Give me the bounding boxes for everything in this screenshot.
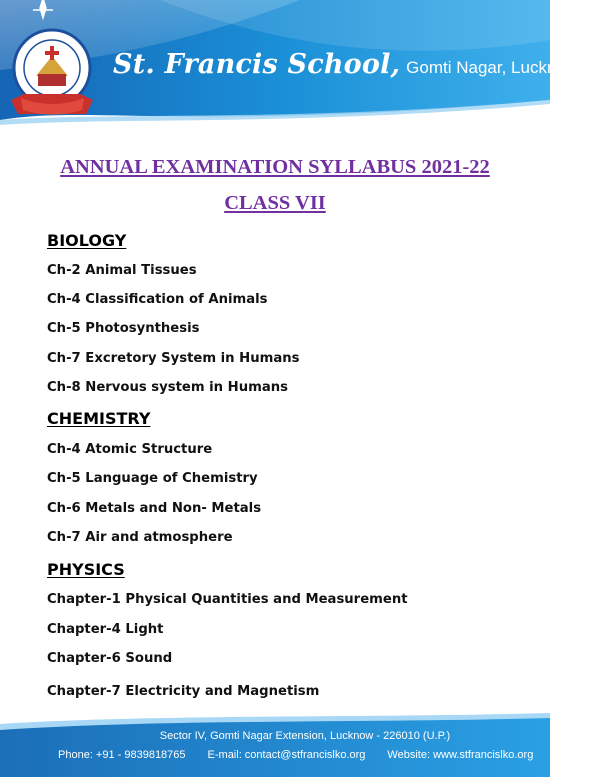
list-item: Ch-5 Photosynthesis — [47, 321, 200, 336]
footer-background — [0, 716, 550, 777]
footer-phone: Phone: +91 - 9839818765 — [58, 749, 186, 761]
school-location: Gomti Nagar, Lucknow — [406, 58, 579, 77]
section-heading-biology: BIOLOGY — [47, 231, 127, 250]
section-heading-physics: PHYSICS — [47, 560, 125, 579]
list-item: Chapter-1 Physical Quantities and Measurement — [47, 592, 408, 607]
list-item: Ch-7 Excretory System in Humans — [47, 351, 300, 366]
list-item: Chapter-4 Light — [47, 622, 164, 637]
school-name: St. Francis School, — [113, 49, 401, 80]
list-item: Chapter-7 Electricity and Magnetism — [47, 684, 320, 699]
list-item: Ch-4 Classification of Animals — [47, 292, 268, 307]
list-item: Ch-5 Language of Chemistry — [47, 471, 258, 486]
list-item: Ch-6 Metals and Non- Metals — [47, 501, 262, 516]
school-logo — [6, 22, 106, 132]
page-title: ANNUAL EXAMINATION SYLLABUS 2021-22 — [60, 156, 490, 178]
list-item: Ch-4 Atomic Structure — [47, 442, 213, 457]
section-heading-chemistry: CHEMISTRY — [47, 409, 151, 428]
footer-banner — [0, 716, 550, 777]
header-banner — [0, 0, 579, 135]
school-title — [113, 49, 578, 80]
footer-contacts — [58, 749, 608, 761]
footer-email[interactable]: E-mail: contact@stfrancislko.org — [207, 749, 366, 761]
footer-address: Sector IV, Gomti Nagar Extension, Lucknow - 226010 (U.P.) — [159, 730, 451, 742]
list-item: Ch-2 Animal Tissues — [47, 263, 197, 278]
class-label: CLASS VII — [224, 192, 326, 214]
list-item: Ch-8 Nervous system in Humans — [47, 380, 288, 395]
list-item: Ch-7 Air and atmosphere — [47, 530, 233, 545]
list-item: Chapter-6 Sound — [47, 651, 173, 666]
footer-website[interactable]: Website: www.stfrancislko.org — [387, 749, 534, 761]
